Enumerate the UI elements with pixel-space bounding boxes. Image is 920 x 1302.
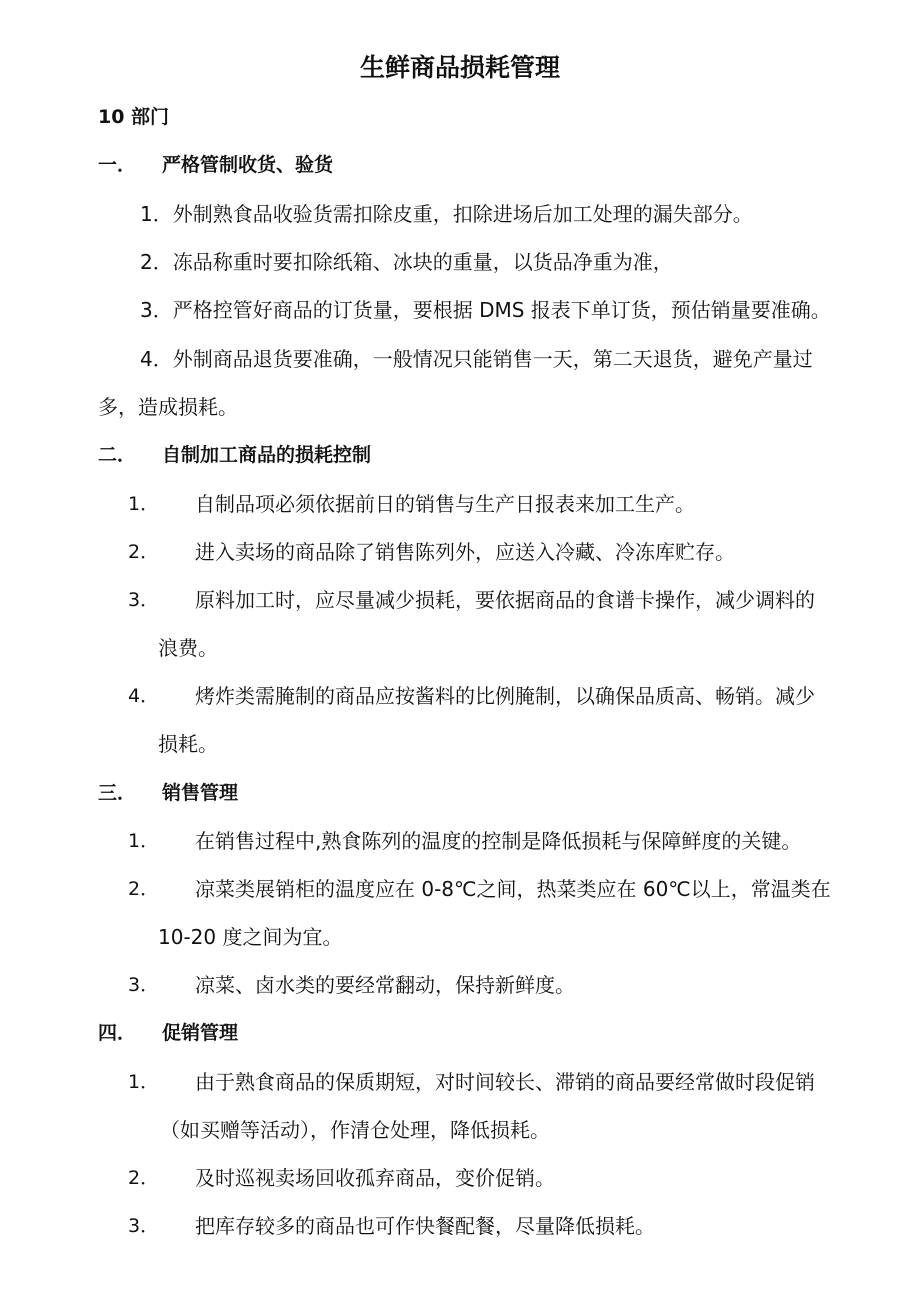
section-1-item-2: 2．冻品称重时要扣除纸箱、冰块的重量，以货品净重为准，	[140, 250, 673, 274]
department-label: 10 部门	[98, 106, 170, 128]
section-2-item-4: 烤炸类需腌制的商品应按酱料的比例腌制，以确保品质高、畅销。减少	[195, 684, 815, 708]
section-1-title: 严格管制收货、验货	[162, 154, 334, 176]
section-2-number: 二．	[98, 444, 137, 466]
section-1-item-4: 4．外制商品退货要准确，一般情况只能销售一天，第二天退货，避免产量过	[140, 347, 813, 371]
section-4-item-2: 及时巡视卖场回收孤弃商品，变价促销。	[195, 1166, 555, 1190]
section-4-item-1-number: 1．	[128, 1071, 160, 1093]
section-2-title: 自制加工商品的损耗控制	[162, 444, 372, 466]
section-3-item-2-cont: 10-20 度之间为宜。	[158, 925, 343, 949]
section-3-item-3-number: 3．	[128, 974, 160, 996]
section-4-item-3-number: 3．	[128, 1215, 160, 1237]
section-4-item-1: 由于熟食商品的保质期短，对时间较长、滞销的商品要经常做时段促销	[195, 1070, 815, 1094]
section-1-item-3: 3．严格控管好商品的订货量，要根据 DMS 报表下单订货，预估销量要准确。	[140, 298, 831, 322]
section-3-number: 三．	[98, 782, 137, 804]
section-3-item-1-number: 1．	[128, 830, 160, 852]
section-3-item-2: 凉菜类展销柜的温度应在 0-8℃之间，热菜类应在 60℃以上，常温类在	[195, 877, 831, 901]
section-2-item-2-number: 2．	[128, 541, 160, 563]
section-2-heading	[98, 438, 371, 472]
section-4-number: 四．	[98, 1022, 137, 1044]
section-3-item-1: 在销售过程中,熟食陈列的温度的控制是降低损耗与保障鲜度的关键。	[195, 829, 802, 853]
section-1-item-4-cont: 多，造成损耗。	[98, 395, 238, 419]
section-4-item-2-number: 2．	[128, 1167, 160, 1189]
section-1-heading	[98, 148, 333, 182]
section-2-item-4-number: 4．	[128, 685, 160, 707]
section-4-item-1-cont: （如买赠等活动），作清仓处理，降低损耗。	[160, 1118, 550, 1142]
section-2-item-2: 进入卖场的商品除了销售陈列外，应送入冷藏、冷冻库贮存。	[195, 540, 735, 564]
section-4-item-3: 把库存较多的商品也可作快餐配餐，尽量降低损耗。	[195, 1214, 655, 1238]
section-1-number: 一．	[98, 154, 137, 176]
section-2-item-3-cont: 浪费。	[158, 636, 218, 660]
section-2-item-1: 自制品项必须依据前日的销售与生产日报表来加工生产。	[195, 492, 695, 516]
section-2-item-4-cont: 损耗。	[158, 732, 218, 756]
section-2-item-1-number: 1．	[128, 493, 160, 515]
section-3-item-3: 凉菜、卤水类的要经常翻动，保持新鲜度。	[195, 973, 575, 997]
section-4-heading	[98, 1016, 238, 1050]
section-3-title: 销售管理	[162, 782, 239, 804]
section-4-title: 促销管理	[162, 1022, 239, 1044]
section-3-item-2-number: 2．	[128, 878, 160, 900]
section-1-item-1: 1．外制熟食品收验货需扣除皮重，扣除进场后加工处理的漏失部分。	[140, 202, 753, 226]
document-title: 生鲜商品损耗管理	[359, 53, 560, 82]
section-2-item-3: 原料加工时，应尽量减少损耗，要依据商品的食谱卡操作，减少调料的	[195, 588, 815, 612]
section-3-heading	[98, 776, 238, 810]
section-2-item-3-number: 3．	[128, 589, 160, 611]
